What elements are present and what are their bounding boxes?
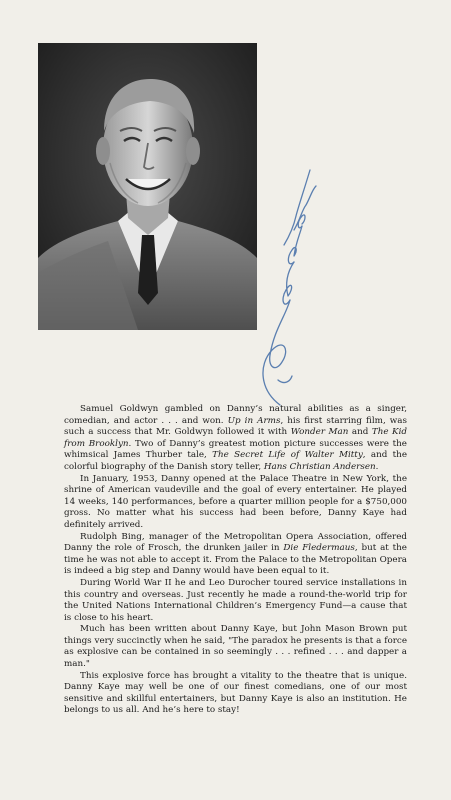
bio-paragraph	[64, 578, 407, 624]
portrait-image	[38, 43, 257, 330]
bio-paragraph	[64, 404, 407, 474]
paragraph-text: .	[375, 461, 379, 472]
handwritten-signature	[250, 150, 320, 410]
portrait-photo	[38, 43, 257, 330]
italic-title-text: The Kid from Brooklyn	[64, 427, 407, 449]
bio-paragraph	[64, 474, 407, 532]
paragraph-text: , but at the time he was not able to accept it. From the Palace to the Metropolitan Opera is indeed a big step and Danny would have been equal to it.	[64, 543, 407, 577]
biography-text	[64, 404, 407, 717]
bio-paragraph	[64, 624, 407, 670]
paragraph-text: . Two of Danny’s greatest motion picture successes were the whimsical James Thurber tale,	[64, 438, 407, 461]
paragraph-text: In January, 1953, Danny opened at the Palace Theatre in New York, the shrine of American vaudeville and the goal of every entertainer. He played 14 weeks, 140 performances, before a quarter million people for a $750,000 gross. No matter what his success had been before, Danny Kaye had definitely arrived.	[64, 473, 407, 530]
paragraph-text: Rudolph Bing, manager of the Metropolitan Opera Association, offered Danny the role of Frosch, the drunken jailer in	[64, 531, 407, 554]
paragraph-text: This explosive force has brought a vitality to the theatre that is unique. Danny Kaye may well be one of our finest comedians, one of our most sensitive and skillful entertainers, but Danny Kaye is also an institution. He belongs to us all. And he’s here to stay!	[64, 670, 407, 716]
paragraph-text: During World War II he and Leo Durocher toured service installations in this country and overseas. Just recently he made a round-the-world trip for the United Nations International Children’s Emergency Fund—a cause that is close to his heart.	[64, 577, 407, 623]
italic-title-text: Die Fledermaus	[283, 543, 355, 554]
paragraph-text: , his first starring film, was such a success that Mr. Goldwyn followed it with	[64, 415, 407, 438]
italic-title-text: The Secret Life of Walter Mitty	[212, 450, 363, 461]
paragraph-text: , and the colorful biography of the Danish story teller,	[64, 450, 407, 472]
bio-paragraph	[64, 532, 407, 578]
paragraph-text: and	[348, 427, 372, 438]
paragraph-text: Much has been written about Danny Kaye, but John Mason Brown put things very succinctly when he said, "The paradox he presents is that a force as explosive can be contained in so seemingly . . . refined . . . and dapper a man."	[64, 624, 407, 670]
bio-paragraph	[64, 671, 407, 717]
italic-title-text: Wonder Man	[290, 427, 349, 438]
italic-title-text: Up in Arms	[227, 415, 281, 426]
italic-title-text: Hans Christian Andersen	[263, 461, 376, 472]
paragraph-text: Samuel Goldwyn gambled on Danny’s natural abilities as a singer, comedian, and actor . . . and won.	[64, 404, 407, 426]
